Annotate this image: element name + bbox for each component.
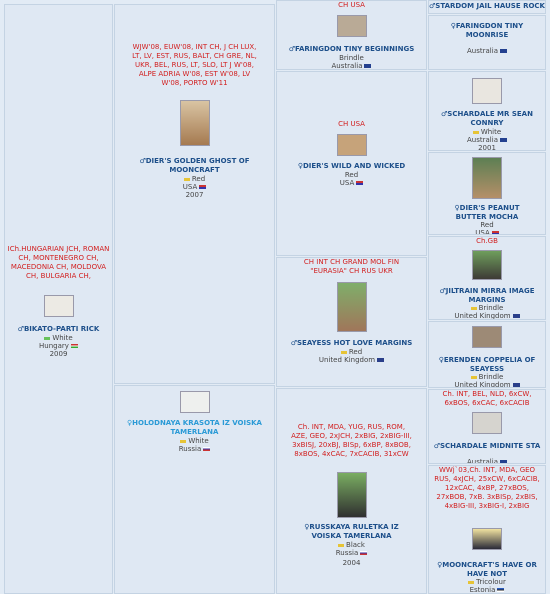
dog-country: United Kingdom [454, 312, 511, 320]
dog-titles: ICh.HUNGARIAN JCH, ROMAN CH, MONTENEGRO CH, MACEDONIA CH, MOLDOVA CH, BULGARIA CH, [7, 245, 110, 280]
generation-1 [4, 0, 113, 594]
dog-titles: CH INT CH GRAND MOL FIN "EURASIA" CH RUS UKR [303, 258, 400, 275]
dog-name-link[interactable]: ♀RUSSKAYA RULETKA IZ VOISKA TAMERLANA [304, 523, 399, 540]
dog-country: United Kingdom [454, 381, 511, 388]
generation-2 [114, 0, 275, 594]
dog-color: Brindle [478, 304, 504, 312]
dog-color: Red [348, 348, 363, 356]
color-swatch-icon [471, 376, 477, 379]
dog-name-link[interactable]: ♀FARINGDON TINY MOONRISE [450, 22, 524, 39]
dog-name-link[interactable]: ♂JILTRAIN MIRRA IMAGE MARGINS [439, 287, 535, 304]
hungary-flag-icon [71, 344, 78, 348]
dog-name-link[interactable]: ♂BIKATO-PARTI RICK [17, 325, 100, 333]
dog-titles: Ch. INT, BEL, NLD, 6xCW, 6xBOS, 6xCAC, 6xCACIB [442, 390, 532, 407]
dog-photo[interactable] [180, 100, 210, 146]
dog-name-link[interactable]: ♂SEAYESS HOT LOVE MARGINS [290, 339, 413, 347]
uk-flag-icon [513, 314, 520, 318]
dog-cell-faringdon-tiny-moonrise [428, 15, 546, 70]
dog-color: White [188, 437, 209, 445]
dog-titles: Ch. INT, MDA, YUG, RUS, ROM, AZE, GEO, 2xJCH, 2xBIG, 2xBIG-III, 3xBISJ, 20xBJ, BISp, 6xBP, 8xBOB, 8xBOS, 4xCAC, 7xCACIB, 31xCW [291, 423, 412, 458]
dog-color: Red [344, 171, 359, 179]
dog-photo[interactable] [472, 157, 502, 199]
dog-country: Russia [178, 445, 202, 453]
dog-year: 2004 [342, 559, 361, 567]
dog-color: Red [480, 221, 494, 229]
dog-cell-seayess-hot-love-margins [276, 257, 427, 387]
dog-cell-erenden-coppelia [428, 321, 546, 388]
color-swatch-icon [44, 337, 50, 340]
dog-country: USA [339, 179, 355, 187]
australia-flag-icon [364, 64, 371, 68]
dog-country: Russia [335, 549, 359, 557]
color-swatch-icon [180, 440, 186, 443]
dog-photo[interactable] [472, 528, 502, 550]
dog-name-link[interactable]: ♂DIER'S GOLDEN GHOST OF MOONCRAFT [139, 157, 250, 174]
dog-titles: Ch.GB [476, 237, 498, 245]
uk-flag-icon [513, 383, 520, 387]
dog-titles: WJW'08, EUW'08, INT CH, J CH LUX, LT, LV, EST, RUS, BALT, CH GRE, NL, UKR, BEL, RUS, LT, SLO, LT J W'08, ALPE ADRIA W'08, EST W'08, LV W'08, PORTO W'11 [132, 43, 257, 87]
color-swatch-icon [184, 178, 190, 181]
uk-flag-icon [377, 358, 384, 362]
dog-name-link[interactable]: ♂FARINGDON TINY BEGINNINGS [288, 45, 415, 53]
dog-name-link[interactable]: ♀DIER'S PEANUT BUTTER MOCHA [454, 204, 520, 221]
dog-cell-diers-golden-ghost [114, 4, 275, 384]
dog-cell-russkaya-ruletka [276, 388, 427, 594]
dog-photo[interactable] [472, 412, 502, 434]
dog-name-link[interactable]: ♀ERENDEN COPPELIA OF SEAYESS [438, 356, 536, 373]
dog-color: Black [346, 541, 365, 549]
australia-flag-icon [500, 138, 507, 142]
color-swatch-icon [468, 581, 474, 584]
dog-cell-mooncrafts-have-or-have-not [428, 465, 546, 594]
estonia-flag-icon [497, 588, 504, 592]
dog-country: Australia [467, 47, 498, 55]
dog-color: Brindle [478, 373, 504, 381]
dog-cell-jiltrain-mirra-image-margins [428, 236, 546, 320]
dog-photo[interactable] [472, 250, 502, 280]
dog-color: White [480, 128, 502, 136]
dog-name-link[interactable]: ♀MOONCRAFT'S HAVE OR HAVE NOT [437, 561, 537, 578]
dog-photo[interactable] [44, 295, 74, 317]
dog-cell-faringdon-tiny-beginnings [276, 0, 427, 70]
dog-titles: WWj`03,Ch. INT, MDA, GEO RUS, 4xJCH, 25xCW, 6xCACIB, 12xCAC, 4xBP, 27xBOS, 27xBOB, 7xB. 3xBISp, 2xBIS, 4xBIG-III, 3xBIG-I, 2xBIG [434, 466, 540, 510]
dog-photo[interactable] [337, 15, 367, 37]
usa-flag-icon [492, 231, 499, 235]
dog-photo[interactable] [337, 472, 367, 518]
australia-flag-icon [500, 460, 507, 464]
dog-cell-schardale-mr-sean-connry [428, 71, 546, 151]
dog-country: USA [475, 229, 490, 235]
color-swatch-icon [471, 307, 477, 310]
usa-flag-icon [356, 181, 363, 185]
dog-cell-bikato-parti-rick [4, 4, 113, 594]
dog-country: Hungary [39, 342, 69, 350]
dog-cell-holodnaya-krasota [114, 385, 275, 594]
dog-cell-diers-peanut-butter-mocha [428, 152, 546, 235]
dog-color: Tricolour [476, 578, 506, 586]
dog-year: 2001 [478, 144, 496, 151]
dog-name-link[interactable]: ♂STARDOM JAIL HAUSE ROCK [429, 2, 545, 10]
dog-cell-diers-wild-and-wicked [276, 71, 427, 256]
dog-country: Australia [467, 136, 498, 144]
dog-name-link[interactable]: ♀HOLODNAYA KRASOTA IZ VOISKA TAMERLANA [127, 419, 262, 436]
dog-country: USA [182, 183, 198, 191]
dog-name-link[interactable]: ♀DIER'S WILD AND WICKED [297, 162, 406, 170]
dog-name-link[interactable]: ♂SCHARDALE MR SEAN CONNRY [441, 110, 533, 127]
dog-country: Australia [331, 62, 363, 70]
generation-4 [428, 0, 546, 594]
color-swatch-icon [338, 544, 344, 547]
australia-flag-icon [500, 49, 507, 53]
dog-photo[interactable] [337, 134, 367, 156]
dog-photo[interactable] [472, 78, 502, 104]
dog-titles: CH USA [338, 1, 365, 9]
dog-year: 2007 [185, 191, 204, 199]
usa-flag-icon [199, 185, 206, 189]
color-swatch-icon [473, 131, 479, 134]
russia-flag-icon [203, 447, 210, 451]
dog-cell-schardale-midnite-sta [428, 389, 546, 464]
dog-photo[interactable] [180, 391, 210, 413]
dog-photo[interactable] [472, 326, 502, 348]
dog-photo[interactable] [337, 282, 367, 332]
dog-color: White [52, 334, 73, 342]
dog-color: Red [191, 175, 206, 183]
dog-cell-stardom-jail-hause-rock [428, 0, 546, 14]
russia-flag-icon [360, 551, 367, 555]
generation-3 [276, 0, 427, 594]
color-swatch-icon [341, 351, 347, 354]
dog-name-link[interactable]: ♂SCHARDALE MIDNITE STA [433, 442, 541, 450]
dog-country: Australia [467, 458, 498, 464]
dog-year: 2009 [49, 350, 68, 358]
dog-country: United Kingdom [318, 356, 376, 364]
dog-color: Brindle [339, 54, 364, 62]
dog-titles: CH USA [338, 120, 365, 128]
dog-country: Estonia [469, 586, 496, 594]
